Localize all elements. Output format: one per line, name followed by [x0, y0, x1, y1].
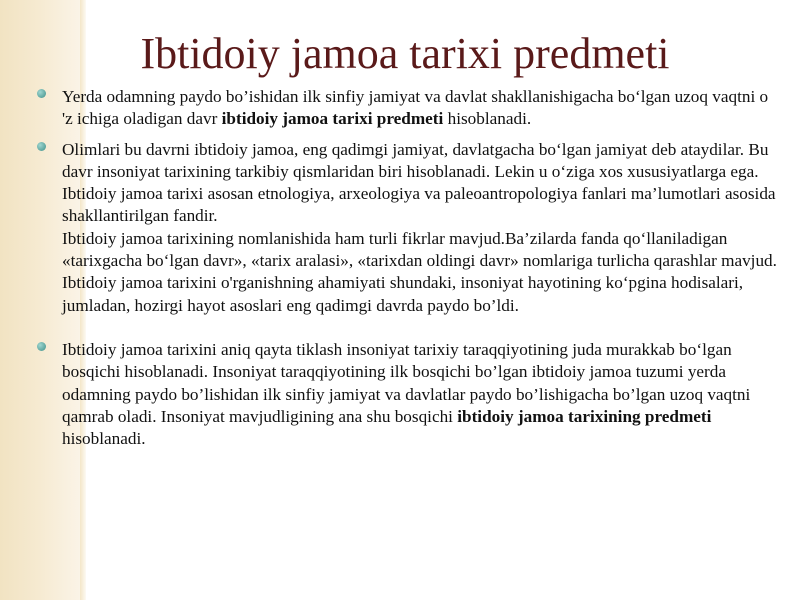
bullet-3-bold-term: ibtidoiy jamoa tarixining predmeti	[457, 406, 712, 426]
bullet-1	[62, 86, 782, 131]
bullet-1-text-before: Yerda odamning paydo bo’ishidan ilk sinfiy jamiyat va davlat shakllanishigacha bo‘lgan uzoq vaqtni o 'z ichiga oladigan davr	[62, 87, 769, 129]
bullet-3	[62, 339, 782, 450]
bullet-2-paragraph-2: Ibtidoiy jamoa tarixining nomlanishida ham turli fikrlar mavjud.Ba’zilarda fanda qo‘llaniladigan «tarixgacha bo‘lgan davr», «tarix aralasi», «tarixdan oldingi davr» nomlariga turlicha qarashlar mavjud. Ibtidoiy jamoa tarixini o'rganishning ahamiyati shundaki, insoniyat hayotining ko‘pgina hodisalari, jumladan, hozirgi hayot asoslari eng qadimgi davrda paydo bo’ldi.	[62, 228, 777, 315]
bullet-3-text-after: hisoblanadi.	[62, 429, 146, 449]
bullet-3-text-before: Ibtidoiy jamoa tarixini aniq qayta tiklash insoniyat tarixiy taraqqiyotining juda murakkab bo‘lgan bosqichi hisoblanadi. Insoniyat taraqqiyotining ilk bosqichi bo’lgan ibtidoiy jamoa tuzumi yerda odamning paydo bo’lishidan ilk sinfiy jamiyat va davlatlar paydo bo’lishigacha bo’lgan uzoq vaqtni qamrab oladi. Insoniyat mavjudligining ana shu bosqichi	[62, 339, 751, 426]
bullet-1-text-after: hisoblanadi.	[443, 109, 532, 129]
slide-content	[62, 86, 782, 450]
bullet-2	[62, 139, 782, 317]
bullet-2-paragraph-1: Olimlari bu davrni ibtidoiy jamoa, eng qadimgi jamiyat, davlatgacha bo‘lgan jamiyat deb ataydilar. Bu davr insoniyat tarixining tarkibiy qismlaridan biri hisoblanadi. Lekin u o‘ziga xos xususiyatlarga ega. Ibtidoiy jamoa tarixi asosan etnologiya, arxeologiya va paleoantropologiya fanlari ma’lumotlari asosida shakllantirilgan fandir.	[62, 139, 776, 226]
bullet-1-bold-term: ibtidoiy jamoa tarixi predmeti	[221, 109, 444, 129]
bullet-dot-icon	[37, 142, 46, 151]
bullet-dot-icon	[37, 342, 46, 351]
slide-title: Ibtidoiy jamoa tarixi predmeti	[140, 29, 670, 78]
bullet-dot-icon	[37, 89, 46, 98]
